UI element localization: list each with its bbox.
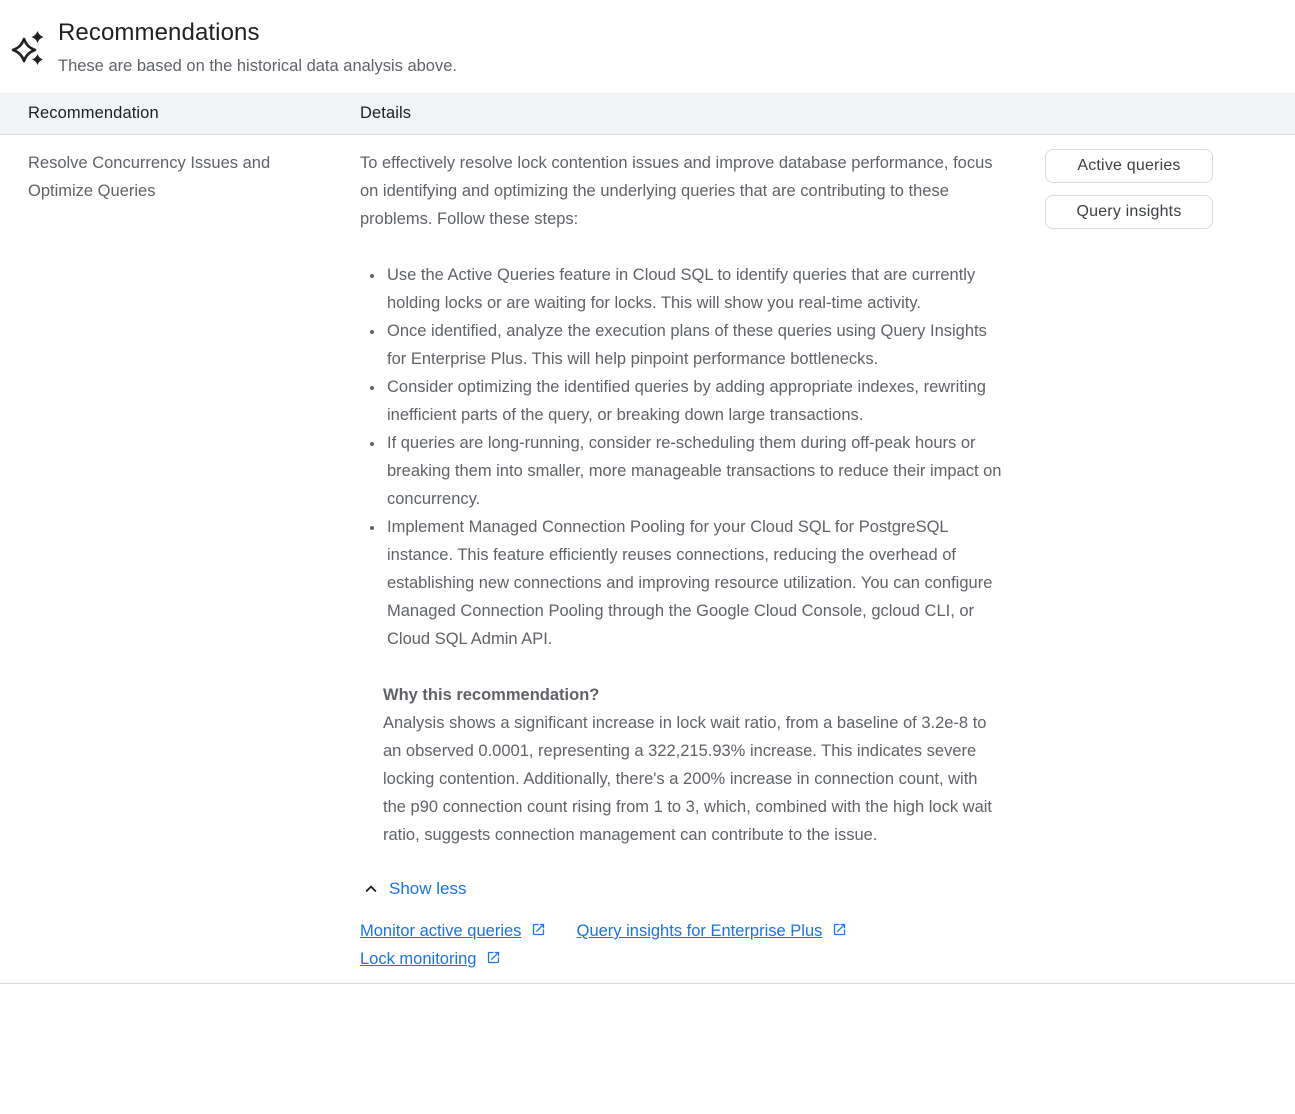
list-item: • Once identified, analyze the execution plans of these queries using Query Insights for Enterprise Plus. This will help pinpoint performance bottlenecks. [385, 317, 1004, 373]
show-less-button[interactable] [360, 875, 466, 903]
steps-list [360, 261, 1004, 653]
list-item: • Use the Active Queries feature in Cloud SQL to identify queries that are currently holding locks or are waiting for locks. This will show you real-time activity. [385, 261, 1004, 317]
active-queries-button[interactable]: Active queries [1045, 149, 1213, 183]
gemini-sparkle-icon [10, 28, 48, 74]
links-row [360, 917, 1004, 945]
query-insights-button[interactable]: Query insights [1045, 195, 1213, 229]
external-link-icon [832, 922, 847, 937]
table-row [0, 135, 1295, 984]
details-intro: To effectively resolve lock contention issues and improve database performance, focus on identifying and optimizing the underlying queries that are contributing to these problems. Follow these steps: [360, 154, 993, 228]
why-heading: Why this recommendation? [383, 686, 600, 704]
page-subtitle: These are based on the historical data analysis above. [58, 57, 457, 75]
link-lock-monitoring[interactable]: Lock monitoring [360, 950, 501, 968]
why-text: Analysis shows a significant increase in lock wait ratio, from a baseline of 3.2e-8 to an observed 0.0001, representing a 322,215.93% increase. This indicates severe locking contention. Additionally, there's a 200% increase in connection count, with the p90 connection count rising from 1 to 3, which, combined with the high lock wait ratio, suggests connection management can contribute to the issue. [383, 714, 993, 844]
external-link-icon [486, 950, 501, 965]
details-cell [360, 149, 1012, 973]
column-header-recommendation: Recommendation [28, 104, 159, 122]
recommendations-table [0, 93, 1295, 984]
show-less-label: Show less [389, 879, 467, 898]
links-row [360, 945, 1004, 973]
page-title: Recommendations [58, 19, 260, 46]
column-header-details: Details [360, 104, 412, 122]
table-header-row [0, 93, 1295, 135]
recommendation-cell: Resolve Concurrency Issues and Optimize Queries [28, 154, 271, 200]
recommendations-header [0, 0, 1295, 77]
chevron-up-icon [360, 878, 382, 900]
link-monitor-active-queries[interactable]: Monitor active queries [360, 922, 551, 940]
why-section [383, 681, 1004, 849]
resource-links [360, 917, 1004, 973]
list-item: • Implement Managed Connection Pooling for your Cloud SQL for PostgreSQL instance. This feature efficiently reuses connections, reducing the overhead of establishing new connections and improving resource utilization. You can configure Managed Connection Pooling through the Google Cloud Console, gcloud CLI, or Cloud SQL Admin API. [385, 513, 1004, 653]
list-item: • If queries are long-running, consider re-scheduling them during off-peak hours or breaking them into smaller, more manageable transactions to reduce their impact on concurrency. [385, 429, 1004, 513]
link-query-insights-enterprise-plus[interactable]: Query insights for Enterprise Plus [577, 922, 847, 940]
list-item: • Consider optimizing the identified queries by adding appropriate indexes, rewriting inefficient parts of the query, or breaking down large transactions. [385, 373, 1004, 429]
external-link-icon [531, 922, 546, 937]
actions-cell [1012, 149, 1295, 973]
